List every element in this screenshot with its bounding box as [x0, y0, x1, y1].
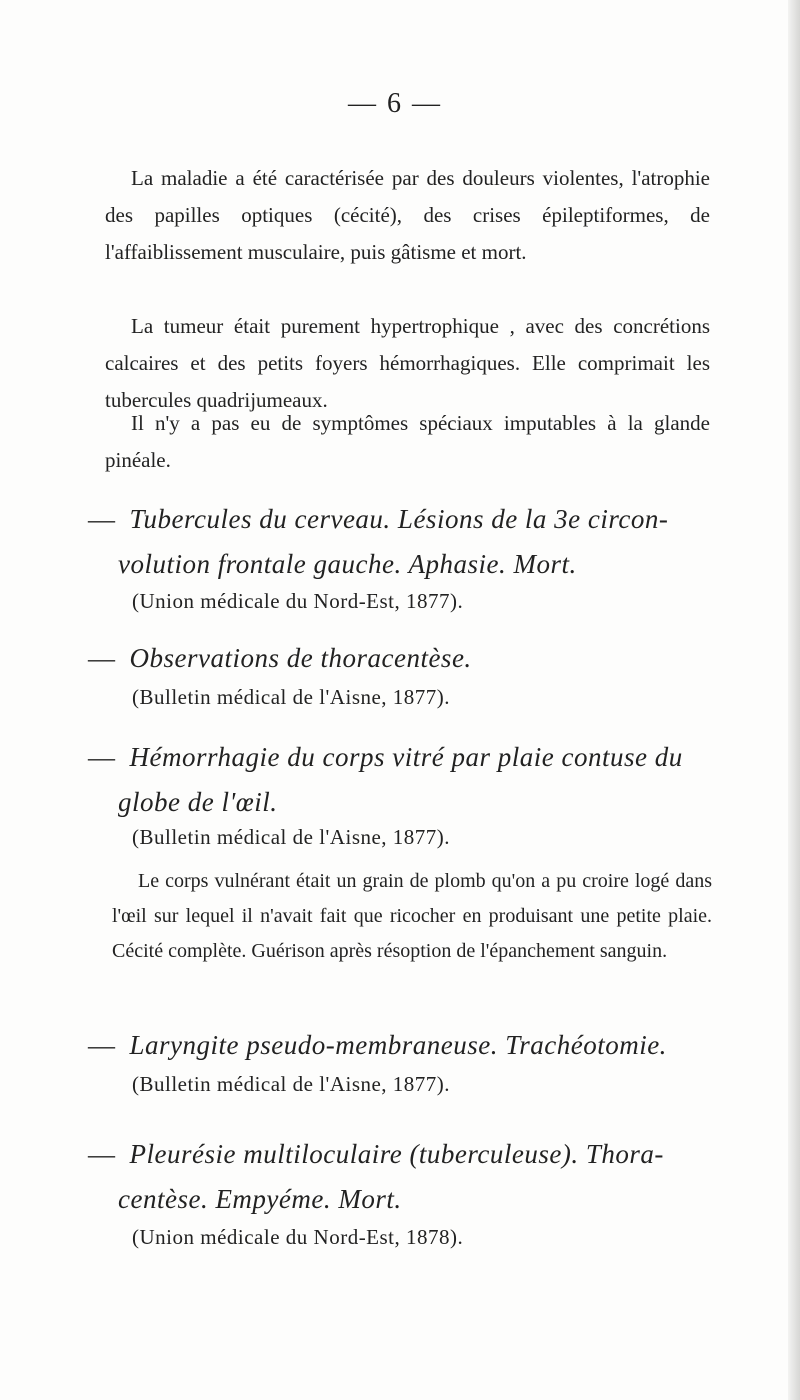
- entry-source: (Union médicale du Nord-Est, 1878).: [132, 1225, 464, 1249]
- page-edge-shadow: [788, 0, 800, 1400]
- intro-paragraph-3: Il n'y a pas eu de symptômes spéciaux imputables à la glande pinéale.: [105, 411, 710, 472]
- intro-paragraph-1: La maladie a été caractérisée par des douleurs violentes, l'atrophie des papilles optiques (cécité), des crises épileptiformes, de l'affaiblissement musculaire, puis gâtisme et mort.: [105, 166, 710, 264]
- entry-title-line-2: centèse. Empyéme. Mort.: [118, 1184, 402, 1214]
- intro-paragraph-2: La tumeur était purement hypertrophique , avec des concrétions calcaires et des petits foyers hémorrhagiques. Elle comprimait les tubercules quadrijumeaux.: [105, 314, 710, 412]
- entry-source: (Bulletin médical de l'Aisne, 1877).: [132, 825, 451, 849]
- page-number: — 6 —: [348, 88, 442, 119]
- entry-title-line-1: Observations de thoracentèse.: [129, 643, 472, 673]
- entry-title-line-1: Pleurésie multiloculaire (tuberculeuse). Thora-: [129, 1139, 664, 1169]
- entry-title-line-2: globe de l'œil.: [118, 787, 278, 817]
- entry-title-line-1: Hémorrhagie du corps vitré par plaie contuse du: [129, 742, 683, 772]
- entry-title-line-1: Tubercules du cerveau. Lésions de la 3e circon-: [129, 504, 669, 534]
- entry-source: (Bulletin médical de l'Aisne, 1877).: [132, 685, 451, 709]
- entry-dash: —: [88, 742, 116, 772]
- entry-source: (Union médicale du Nord-Est, 1877).: [132, 589, 464, 613]
- entry-title: [88, 735, 728, 825]
- entry-title: [88, 497, 728, 587]
- entry-dash: —: [88, 504, 116, 534]
- entry-dash: —: [88, 643, 116, 673]
- entry-title: [88, 636, 728, 681]
- entry-dash: —: [88, 1030, 116, 1060]
- entry-source: (Bulletin médical de l'Aisne, 1877).: [132, 1072, 451, 1096]
- entry-title-line-2: volution frontale gauche. Aphasie. Mort.: [118, 549, 577, 579]
- entry-title-line-1: Laryngite pseudo-membraneuse. Trachéotomie.: [129, 1030, 667, 1060]
- entry-title: [88, 1132, 728, 1222]
- entry-title: [88, 1023, 728, 1068]
- entry-dash: —: [88, 1139, 116, 1169]
- entry-note: Le corps vulnérant était un grain de plomb qu'on a pu croire logé dans l'œil sur lequel il n'avait fait que ricocher en produisant une petite plaie. Cécité complète. Guérison après résoption de l'épanchement sanguin.: [112, 870, 712, 962]
